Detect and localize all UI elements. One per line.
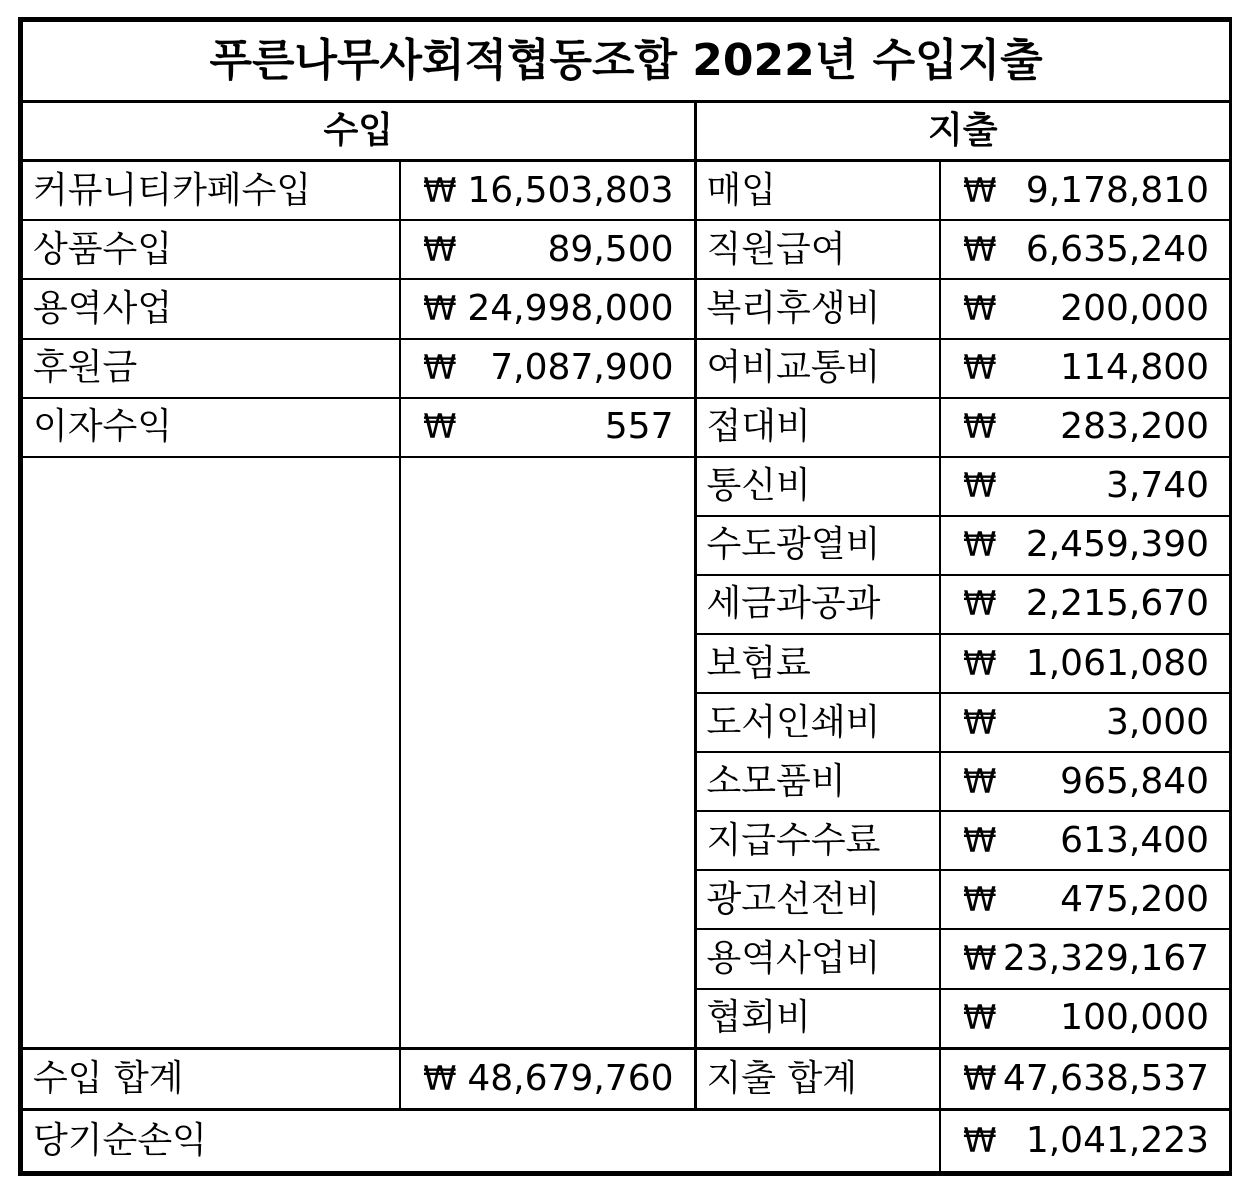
income-item-amount-value: 89,500 xyxy=(547,228,674,270)
expense-item-amount-value: 2,215,670 xyxy=(1025,583,1210,625)
expense-item-amount xyxy=(940,870,1230,929)
expense-item-label: 협회비 xyxy=(695,989,940,1049)
table-row xyxy=(22,339,1230,398)
expense-item-label: 직원급여 xyxy=(695,220,940,279)
currency-symbol: ₩ xyxy=(963,229,997,270)
expense-item-amount-value: 965,840 xyxy=(1060,760,1210,802)
table-row xyxy=(22,161,1230,221)
expense-item-amount-value: 23,329,167 xyxy=(1002,938,1210,979)
income-item-label: 커뮤니티카페수입 xyxy=(22,161,400,221)
income-item-amount xyxy=(400,398,695,457)
net-income-amount xyxy=(940,1109,1230,1172)
income-item-amount xyxy=(400,339,695,398)
income-item-amount xyxy=(400,279,695,338)
income-item-amount xyxy=(400,161,695,221)
expense-item-amount-value: 1,061,080 xyxy=(1025,642,1210,684)
currency-symbol: ₩ xyxy=(963,998,997,1039)
net-income-label: 당기순손익 xyxy=(22,1109,940,1172)
ledger-rows xyxy=(22,161,1230,1049)
expense-item-label: 통신비 xyxy=(695,457,940,516)
expense-item-amount-value: 3,000 xyxy=(1105,701,1210,743)
expense-item-label: 매입 xyxy=(695,161,940,221)
expense-item-amount-value: 613,400 xyxy=(1060,819,1210,861)
expense-total-amount xyxy=(940,1048,1230,1109)
currency-symbol: ₩ xyxy=(963,939,997,979)
expense-item-label: 복리후생비 xyxy=(695,279,940,338)
expense-item-amount xyxy=(940,575,1230,634)
expense-item-amount xyxy=(940,516,1230,575)
currency-symbol: ₩ xyxy=(423,170,457,211)
expense-item-amount-value: 100,000 xyxy=(1060,997,1210,1039)
table-row xyxy=(22,398,1230,457)
currency-symbol: ₩ xyxy=(963,1120,997,1161)
currency-symbol: ₩ xyxy=(963,584,997,625)
expense-item-amount-value: 6,635,240 xyxy=(1025,228,1210,270)
expense-item-amount xyxy=(940,752,1230,811)
income-header: 수입 xyxy=(22,102,695,161)
expense-item-label: 소모품비 xyxy=(695,752,940,811)
expense-item-amount-value: 200,000 xyxy=(1060,287,1210,329)
currency-symbol: ₩ xyxy=(963,348,997,389)
currency-symbol: ₩ xyxy=(963,643,997,684)
currency-symbol: ₩ xyxy=(963,820,997,861)
income-item-amount-value: 7,087,900 xyxy=(490,347,674,389)
expense-item-label: 수도광열비 xyxy=(695,516,940,575)
income-total-amount xyxy=(400,1048,695,1109)
income-item-amount xyxy=(400,220,695,279)
expense-header: 지출 xyxy=(695,102,1230,161)
table-row xyxy=(22,279,1230,338)
expense-item-amount-value: 114,800 xyxy=(1060,347,1210,389)
income-item-label: 상품수입 xyxy=(22,220,400,279)
expense-item-label: 용역사업비 xyxy=(695,929,940,988)
expense-item-label: 도서인쇄비 xyxy=(695,693,940,752)
currency-symbol: ₩ xyxy=(423,407,457,448)
expense-item-label: 여비교통비 xyxy=(695,339,940,398)
table-row xyxy=(22,220,1230,279)
expense-item-label: 지급수수료 xyxy=(695,811,940,870)
income-item-label: 후원금 xyxy=(22,339,400,398)
expense-item-amount xyxy=(940,634,1230,693)
currency-symbol: ₩ xyxy=(423,229,457,270)
table-row xyxy=(22,457,1230,516)
currency-symbol: ₩ xyxy=(963,466,997,507)
expense-item-amount-value: 2,459,390 xyxy=(1025,524,1210,566)
income-item-amount-value: 24,998,000 xyxy=(467,287,674,329)
currency-symbol: ₩ xyxy=(963,525,997,566)
income-item-amount-value: 16,503,803 xyxy=(467,169,674,211)
expense-item-amount xyxy=(940,929,1230,988)
expense-item-label: 접대비 xyxy=(695,398,940,457)
currency-symbol: ₩ xyxy=(423,348,457,389)
expense-total-value: 47,638,537 xyxy=(1002,1057,1210,1099)
expense-item-amount xyxy=(940,811,1230,870)
expense-item-label: 세금과공과 xyxy=(695,575,940,634)
expense-item-amount-value: 3,740 xyxy=(1105,465,1210,507)
income-empty-area xyxy=(400,457,695,1049)
expense-item-amount xyxy=(940,398,1230,457)
sheet-title: 푸른나무사회적협동조합 2022년 수입지출 xyxy=(22,21,1230,102)
income-total-label: 수입 합계 xyxy=(22,1048,400,1109)
currency-symbol: ₩ xyxy=(963,702,997,743)
expense-item-amount xyxy=(940,989,1230,1049)
expense-total-label: 지출 합계 xyxy=(695,1048,940,1109)
income-total-value: 48,679,760 xyxy=(467,1057,674,1099)
expense-item-amount-value: 283,200 xyxy=(1060,406,1210,448)
expense-item-amount xyxy=(940,220,1230,279)
income-expense-table xyxy=(21,20,1231,1173)
currency-symbol: ₩ xyxy=(963,761,997,802)
expense-item-amount-value: 475,200 xyxy=(1060,878,1210,920)
currency-symbol: ₩ xyxy=(963,1058,997,1099)
income-expense-sheet xyxy=(18,17,1232,1176)
income-empty-area xyxy=(22,457,400,1049)
income-item-label: 이자수익 xyxy=(22,398,400,457)
income-item-label: 용역사업 xyxy=(22,279,400,338)
currency-symbol: ₩ xyxy=(963,879,997,920)
net-income-value: 1,041,223 xyxy=(1025,1119,1210,1161)
expense-item-label: 보험료 xyxy=(695,634,940,693)
expense-item-amount xyxy=(940,457,1230,516)
income-item-amount-value: 557 xyxy=(604,406,674,448)
currency-symbol: ₩ xyxy=(963,288,997,329)
currency-symbol: ₩ xyxy=(423,288,457,329)
expense-item-amount xyxy=(940,161,1230,221)
currency-symbol: ₩ xyxy=(963,170,997,211)
expense-item-amount xyxy=(940,279,1230,338)
expense-item-label: 광고선전비 xyxy=(695,870,940,929)
expense-item-amount-value: 9,178,810 xyxy=(1025,169,1210,211)
currency-symbol: ₩ xyxy=(423,1058,457,1099)
expense-item-amount xyxy=(940,339,1230,398)
expense-item-amount xyxy=(940,693,1230,752)
currency-symbol: ₩ xyxy=(963,407,997,448)
